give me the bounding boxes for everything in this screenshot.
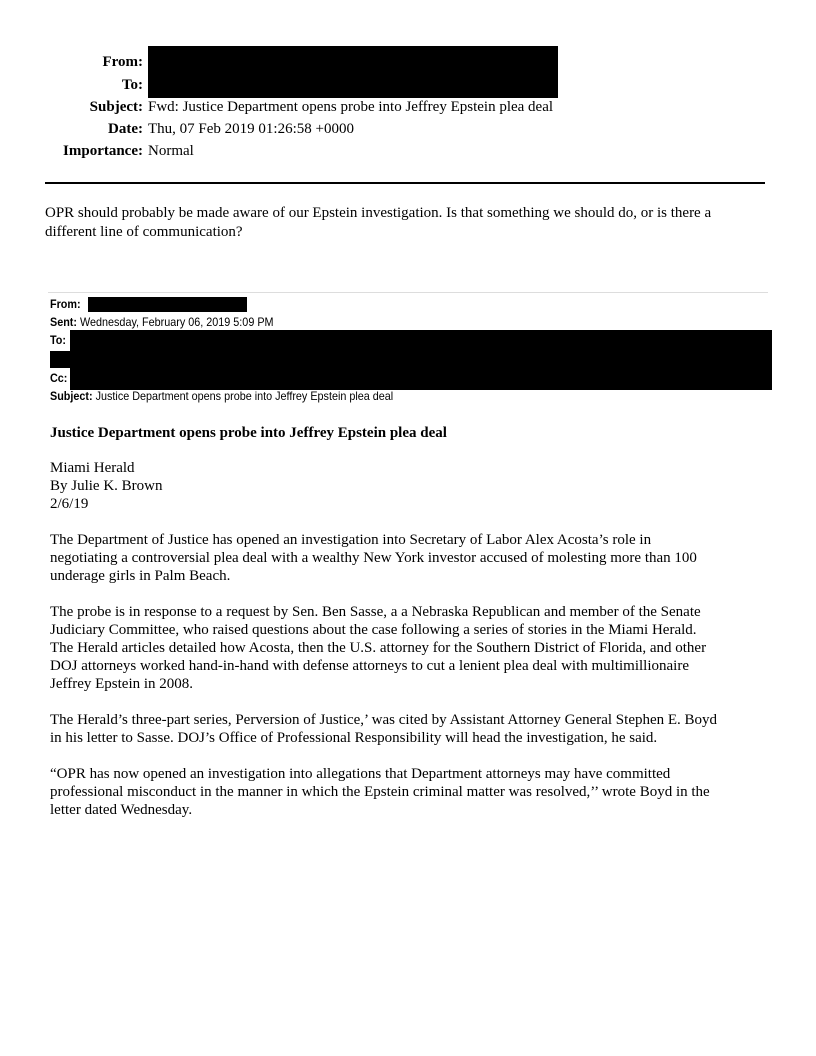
- paragraph-line: The probe is in response to a request by Sen. Ben Sasse, a a Nebraska Republican and member of the Senate: [50, 604, 701, 620]
- paragraph-line: Judiciary Committee, who raised questions about the case following a series of stories in the Miami Herald.: [50, 622, 697, 638]
- paragraph-line: The Herald’s three-part series, Perversion of Justice,’ was cited by Assistant Attorney General Stephen E. Boyd: [50, 712, 718, 728]
- subject-value: Fwd: Justice Department opens probe into Jeffrey Epstein plea deal: [148, 99, 554, 115]
- article-byline: By Julie K. Brown: [50, 478, 163, 494]
- from-label: From:: [102, 54, 143, 70]
- importance-value: Normal: [148, 143, 194, 159]
- redaction-block: [88, 297, 247, 312]
- redaction-block: [70, 330, 772, 390]
- paragraph-line: letter dated Wednesday.: [50, 802, 193, 818]
- article-date: 2/6/19: [50, 496, 89, 512]
- redaction-block: [50, 351, 72, 368]
- message-line: different line of communication?: [45, 224, 243, 240]
- to-label: To:: [121, 77, 143, 93]
- paragraph-line: The Department of Justice has opened an investigation into Secretary of Labor Alex Acosta’s role in: [50, 532, 652, 548]
- date-label: Date:: [108, 121, 143, 137]
- message-line: OPR should probably be made aware of our Epstein investigation. Is that something we should do, or is there a: [45, 205, 712, 221]
- forward-divider: [48, 292, 768, 293]
- paragraph-line: in his letter to Sasse. DOJ’s Office of Professional Responsibility will head the investigation, he said.: [50, 730, 658, 746]
- article-source: Miami Herald: [50, 460, 135, 476]
- header-divider: [45, 182, 765, 184]
- fwd-sent-label: Sent:: [50, 315, 77, 329]
- redaction-block: [148, 46, 558, 98]
- paragraph-line: negotiating a controversial plea deal with a wealthy New York investor accused of molesting more than 100: [50, 550, 697, 566]
- subject-label: Subject:: [89, 99, 143, 115]
- fwd-subject-value: Justice Department opens probe into Jeffrey Epstein plea deal: [95, 389, 394, 403]
- date-value: Thu, 07 Feb 2019 01:26:58 +0000: [148, 121, 354, 137]
- article-title: Justice Department opens probe into Jeffrey Epstein plea deal: [50, 425, 447, 441]
- paragraph-line: DOJ attorneys worked hand-in-hand with defense attorneys to cut a lenient plea deal with multimillionaire: [50, 658, 689, 674]
- paragraph-line: Jeffrey Epstein in 2008.: [50, 676, 194, 692]
- fwd-sent-value: Wednesday, February 06, 2019 5:09 PM: [80, 315, 274, 329]
- fwd-from-label: From:: [50, 297, 81, 311]
- paragraph-line: The Herald articles detailed how Acosta, then the U.S. attorney for the Southern District of Florida, and other: [50, 640, 707, 656]
- fwd-subject-label: Subject:: [50, 389, 93, 403]
- paragraph-line: “OPR has now opened an investigation into allegations that Department attorneys may have committed: [50, 766, 671, 782]
- fwd-to-label: To:: [50, 333, 66, 347]
- paragraph-line: underage girls in Palm Beach.: [50, 568, 231, 584]
- paragraph-line: professional misconduct in the manner in which the Epstein criminal matter was resolved,’’ wrote Boyd in the: [50, 784, 710, 800]
- importance-label: Importance:: [63, 143, 143, 159]
- fwd-cc-label: Cc:: [50, 371, 68, 385]
